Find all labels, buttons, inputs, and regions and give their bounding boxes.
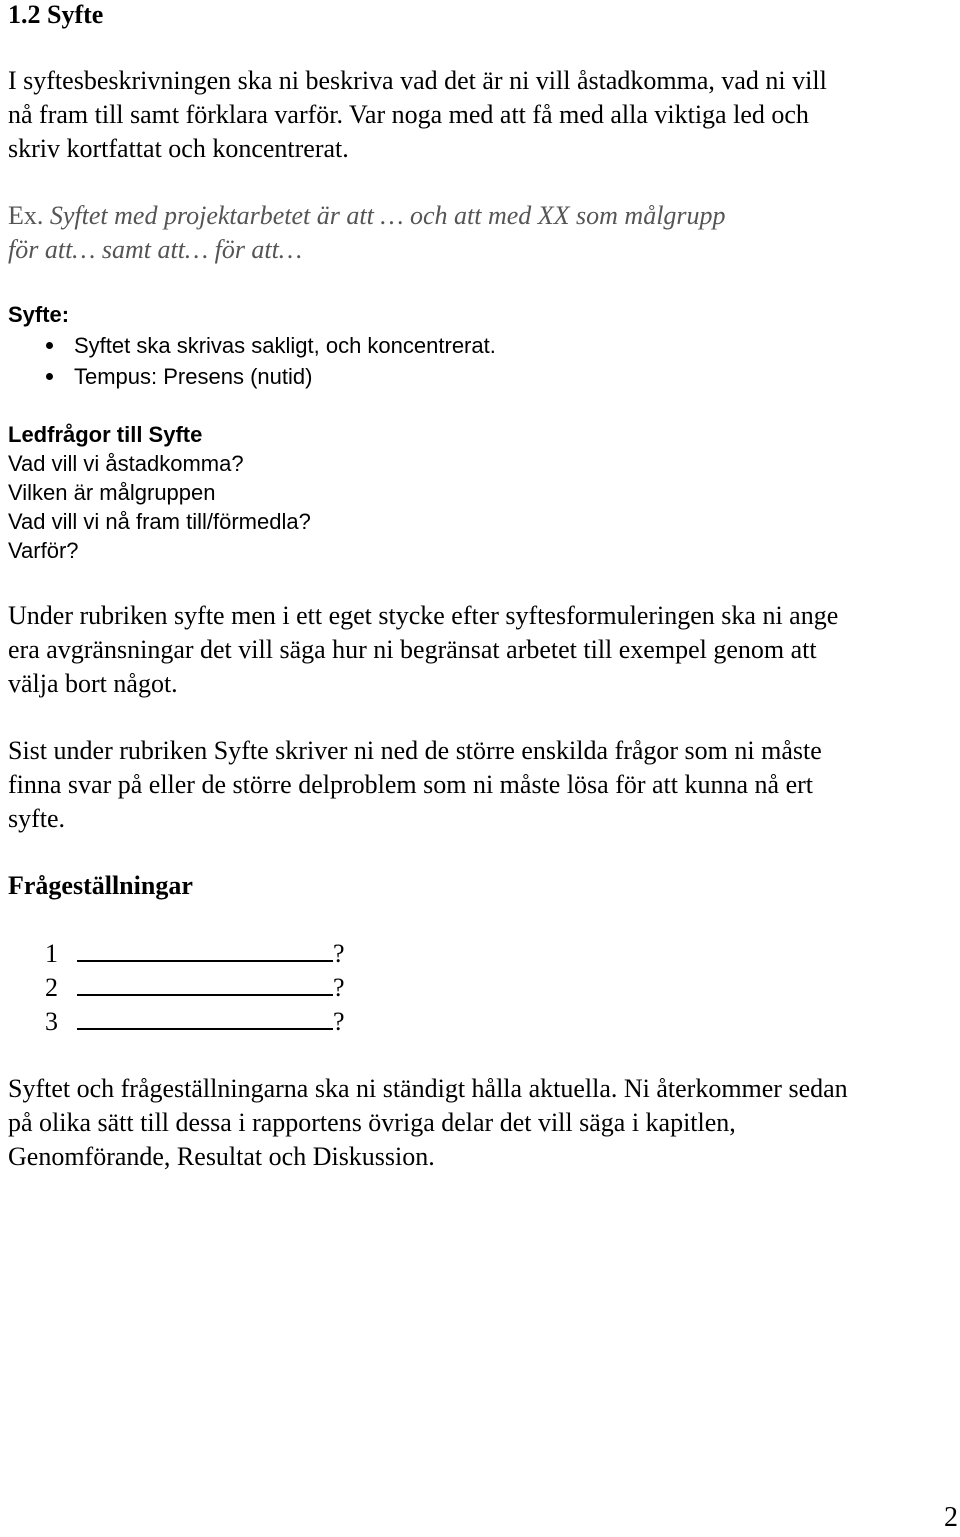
fragestallning-number: 1 [45, 939, 58, 968]
answer-blank-line [77, 1004, 333, 1030]
fragor-line-1: Sist under rubriken Syfte skriver ni ned de större enskilda frågor som ni måste [8, 736, 822, 765]
question-mark: ? [333, 973, 345, 1002]
example-text: Syftet med projektarbetet är att … och att med XX som målgrupp [43, 201, 726, 230]
page-number: 2 [944, 1502, 958, 1533]
closing-line-2: på olika sätt till dessa i rapportens övriga delar det vill säga i kapitlen, [8, 1108, 736, 1137]
closing-line-1: Syftet och frågeställningarna ska ni ständigt hålla aktuella. Ni återkommer sedan [8, 1074, 848, 1103]
fragor-line-2: finna svar på eller de större delproblem som ni måste lösa för att kunna nå ert [8, 770, 814, 799]
ledfraga-item: Vad vill vi nå fram till/förmedla? [8, 509, 311, 534]
syfte-label: Syfte: [8, 302, 70, 327]
avgransning-line-2: era avgränsningar det vill säga hur ni begränsat arbetet till exempel genom att [8, 635, 817, 664]
avgransning-line-1: Under rubriken syfte men i ett eget stycke efter syftesformuleringen ska ni ange [8, 601, 839, 630]
fragestallning-item [45, 1004, 345, 1039]
avgransning-line-3: välja bort något. [8, 669, 178, 698]
fragor-line-3: syfte. [8, 804, 66, 833]
bullet-item [46, 331, 496, 360]
closing-line-3: Genomförande, Resultat och Diskussion. [8, 1142, 435, 1171]
example-line-2: för att… samt att… för att… [8, 235, 302, 264]
ledfragor-title: Ledfrågor till Syfte [8, 422, 203, 447]
question-mark: ? [333, 1007, 345, 1036]
bullet-icon [46, 373, 53, 380]
fragestallningar-title: Frågeställningar [8, 871, 193, 900]
bullet-item [46, 362, 312, 391]
answer-blank-line [77, 936, 333, 962]
example-lead: Ex. [8, 201, 44, 230]
ledfraga-item: Vilken är målgruppen [8, 480, 216, 505]
intro-line-3: skriv kortfattat och koncentrerat. [8, 134, 349, 163]
fragestallning-number: 3 [45, 1007, 58, 1036]
bullet-icon [46, 342, 53, 349]
example-line-1 [8, 199, 726, 233]
answer-blank-line [77, 970, 333, 996]
question-mark: ? [333, 939, 345, 968]
bullet-text: Tempus: Presens (nutid) [74, 364, 313, 389]
fragestallning-number: 2 [45, 973, 58, 1002]
fragestallning-item [45, 970, 345, 1005]
ledfraga-item: Varför? [8, 538, 79, 563]
section-heading: 1.2 Syfte [8, 0, 104, 29]
ledfraga-item: Vad vill vi åstadkomma? [8, 451, 244, 476]
fragestallning-item [45, 936, 345, 971]
bullet-text: Syftet ska skrivas sakligt, och koncentrerat. [74, 333, 496, 358]
intro-line-2: nå fram till samt förklara varför. Var noga med att få med alla viktiga led och [8, 100, 809, 129]
intro-line-1: I syftesbeskrivningen ska ni beskriva vad det är ni vill åstadkomma, vad ni vill [8, 66, 827, 95]
